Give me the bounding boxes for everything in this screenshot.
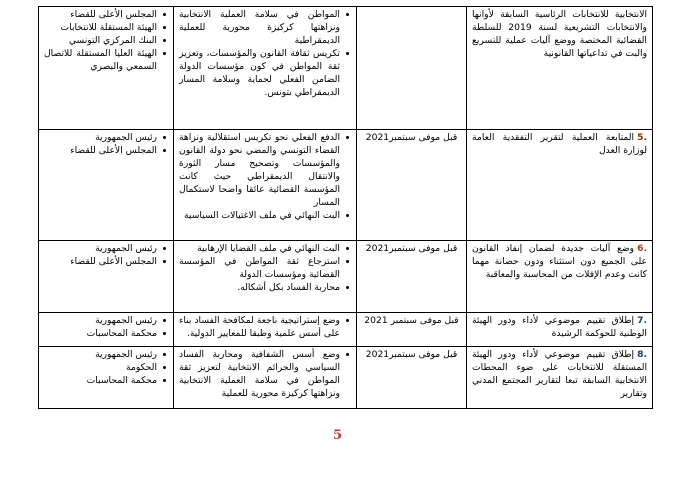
expected-results-cell (174, 241, 357, 313)
responsible-body-item: المجلس الأعلى للقضاء (44, 144, 157, 157)
action-plan-table (38, 6, 653, 409)
responsible-body-item: الهيئة المستقلة للانتخابات (44, 21, 157, 34)
deadline: قبل موفى سبتمبر 2021 (364, 315, 459, 326)
responsible-body-item: الحكومة (44, 361, 157, 374)
expected-result-item: الدفع الفعلي نحو تكريس استقلالية ونزاهة القضاء التونسي والمضي نحو دولة القانون والمؤسسات وتصحيح مسار الثورة والانتقال الديمقراطي حيث كانت المؤسسة القضائية عائقا واضحا لاستكمال المسار (179, 132, 340, 208)
table-row (39, 347, 653, 409)
responsible-bodies-cell (39, 7, 174, 130)
expected-result-item: محاربة الفساد بكل أشكاله. (179, 281, 340, 294)
responsible-body-item: محكمة المحاسبات (44, 374, 157, 387)
expected-result-item: وضع إستراتيجية ناجعة لمكافحة الفساد بناء على أسس علمية وطبقا للمعايير الدولية. (179, 315, 340, 339)
responsible-body-item: رئيس الجمهورية (44, 314, 157, 327)
expected-results-cell (174, 130, 357, 241)
responsible-body-item: رئيس الجمهورية (44, 131, 157, 144)
expected-results-cell (174, 347, 357, 409)
responsible-body-item: رئيس الجمهورية (44, 348, 157, 361)
deadline-cell (357, 7, 467, 130)
responsible-bodies-cell (39, 347, 174, 409)
measure-description-cell (467, 313, 653, 347)
expected-result-item: وضع أسس الشفافية ومحاربة الفساد السياسي والجرائم الانتخابية لتعزيز ثقة المواطن في سلامة العملية الانتخابية ونزاهتها كركيزة محورية للعملية (179, 349, 340, 399)
responsible-body-item: البنك المركزي التونسي (44, 34, 157, 47)
responsible-bodies-cell (39, 313, 174, 347)
expected-results-cell (174, 7, 357, 130)
deadline-cell (357, 347, 467, 409)
responsible-body-item: الهيئة العليا المستقلة للاتصال السمعي والبصري (44, 48, 157, 72)
measure-number: .6 (637, 243, 647, 254)
deadline-cell (357, 313, 467, 347)
expected-result-item: البت النهائي في ملف القضايا الإرهابية (179, 242, 340, 255)
expected-result-item: المواطن في سلامة العملية الانتخابية ونزاهتها كركيزة محورية للعملية الديمقراطية (179, 9, 340, 46)
expected-results-cell (174, 313, 357, 347)
measure-description: وضع آليات جديدة لضمان إنفاذ القانون على الجميع دون استثناء ودون حصانة مهما كانت وعدم الإفلات من المحاسبة والمعاقبة (472, 243, 647, 280)
measure-description-cell (467, 347, 653, 409)
responsible-bodies-cell (39, 241, 174, 313)
table-row (39, 241, 653, 313)
table-row (39, 130, 653, 241)
measure-description: المتابعة العملية لتقرير التفقدية العامة لوزارة العدل (472, 132, 647, 156)
measure-number: .7 (637, 315, 647, 326)
responsible-body-item: المجلس الأعلى للقضاء (44, 255, 157, 268)
measure-description: إطلاق تقييم موضوعي لأداء ودور الهيئة الوطنية للحوكمة الرشيدة (472, 315, 647, 339)
expected-result-item: تكريس ثقافة القانون والمؤسسات، وتعزيز ثقة المواطن في كون مؤسسات الدولة الضامن الفعلي لحماية وسلامة المسار الديمقراطي بتونس. (179, 48, 340, 98)
deadline-cell (357, 130, 467, 241)
responsible-bodies-cell (39, 130, 174, 241)
measure-description-cell (467, 241, 653, 313)
table-row (39, 7, 653, 130)
deadline: قبل موفى سبتمبر2021 (365, 243, 458, 254)
responsible-body-item: رئيس الجمهورية (44, 242, 157, 255)
measure-number: .5 (637, 132, 647, 143)
measure-description: الانتخابية للانتخابات الرئاسية السابقة لأوانها والانتخابات التشريعية لسنة 2019 للسلطة القضائية المختصة ووضع آليات عملية للتسريع والبت في تداعياتها القانونية (472, 9, 647, 59)
expected-result-item: استرجاع ثقة المواطن في المؤسسة القضائية ومؤسسات الدولة (179, 256, 340, 280)
deadline: قبل موفى سبتمبر2021 (365, 349, 458, 360)
deadline-cell (357, 241, 467, 313)
measure-description-cell (467, 130, 653, 241)
measure-description: إطلاق تقييم موضوعي لأداء ودور الهيئة المستقلة للانتخابات على ضوء المحطات الانتخابية السابقة تبعا لتقارير المجتمع المدني وتقارير (472, 349, 647, 399)
measure-description-cell (467, 7, 653, 130)
deadline: قبل موفى سبتمبر2021 (365, 132, 458, 143)
responsible-body-item: محكمة المحاسبات (44, 327, 157, 340)
table-row (39, 313, 653, 347)
page-number: 5 (332, 428, 343, 443)
measure-number: .8 (637, 349, 647, 360)
expected-result-item: البت النهائي في ملف الاغتيالات السياسية (179, 209, 340, 222)
responsible-body-item: المجلس الأعلى للقضاء (44, 8, 157, 21)
